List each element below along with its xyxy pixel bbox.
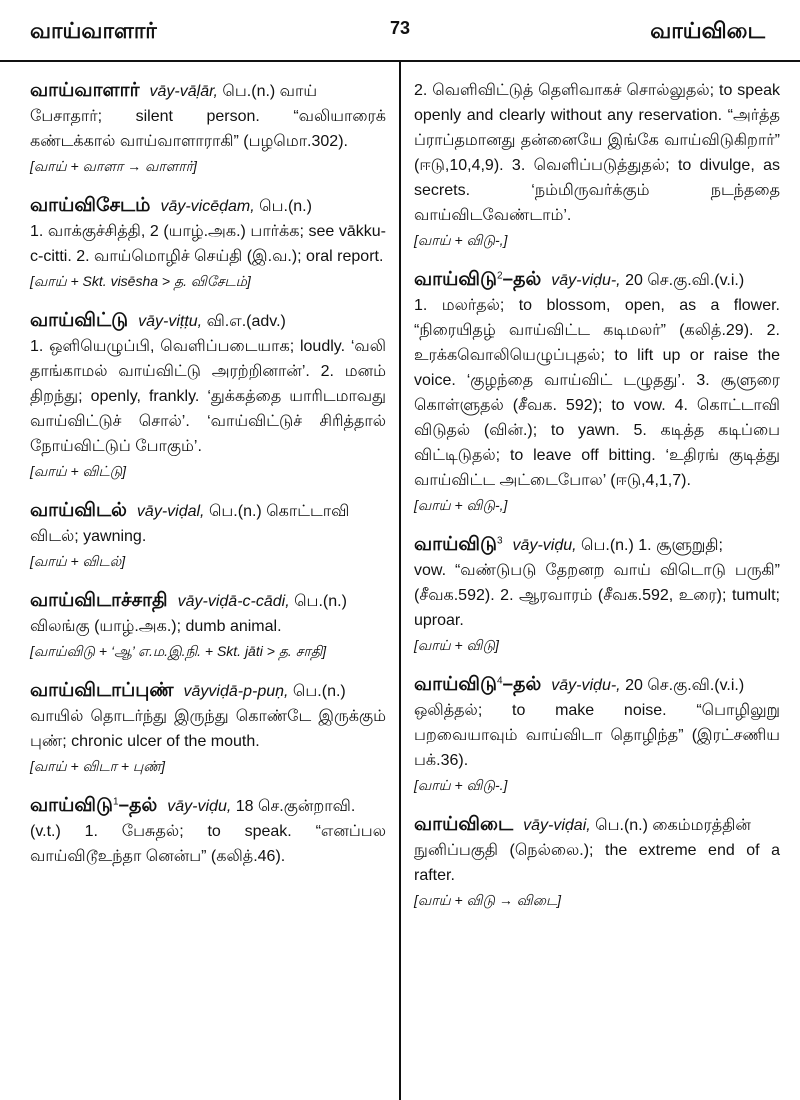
transliteration: vāy-viṭṭu, — [138, 313, 203, 330]
dictionary-entry-continued — [414, 78, 780, 253]
headword: வாய்விடல் — [30, 500, 127, 521]
headword: வாய்விடு — [414, 269, 497, 290]
etymology: [வாய் + விடு] — [414, 637, 499, 653]
header-first-word: வாய்வாளார் — [30, 18, 157, 43]
headword-suffix: –தல் — [502, 674, 542, 695]
headword: வாய்விசேடம் — [30, 195, 151, 216]
transliteration: vāy-viḍā-c-cādi, — [177, 593, 290, 610]
dictionary-entry — [30, 678, 386, 779]
etymology: [வாய் + வாளா → வாளார்] — [30, 158, 197, 174]
etymology: [வாய் + Skt. visēsha > த. விசேடம்] — [30, 273, 251, 289]
transliteration: vāy-viḍu-, — [551, 272, 621, 289]
header-last-word: வாய்விடை — [650, 18, 765, 43]
dictionary-entry — [414, 672, 780, 798]
homonym-number: 2 — [496, 270, 503, 282]
headword: வாய்விடு — [30, 795, 113, 816]
etymology: [வாய் + விட்டு] — [30, 463, 127, 479]
definition: (v.t.) 1. பேசுதல்; to speak. “எனப்பல வாய்விடூஉந்தா னென்ப” (கலித்.46). — [30, 823, 386, 865]
dictionary-entry — [30, 588, 386, 664]
dictionary-entry — [30, 308, 386, 484]
definition: ஒலித்தல்; to make noise. “பொழிலுறு பறவையாவும் வாய்விடா தொழிந்த” (இரட்சணிய பக்.36). — [414, 702, 780, 769]
transliteration: vāy-viḍal, — [136, 503, 205, 520]
etymology: [வாய்விடு + ‘ஆ’ எ.ம.இ.நி. + Skt. jāti > த. சாதி] — [30, 643, 327, 659]
definition: விலங்கு (யாழ்.அக.); dumb animal. — [30, 618, 282, 635]
dictionary-entry — [414, 812, 780, 913]
transliteration: vāy-viḍai, — [523, 817, 591, 834]
grammar-tag: பெ.(n.) வாய் — [217, 83, 318, 100]
right-column — [414, 78, 780, 927]
grammar-tag: பெ.(n.) கொட்டாவி — [204, 503, 350, 520]
headword: வாய்வாளார் — [30, 80, 140, 101]
definition: வாயில் தொடர்ந்து இருந்து கொண்டே இருக்கும் புண்; chronic ulcer of the mouth. — [30, 708, 386, 750]
definition: நுனிப்பகுதி (நெல்லை.); the extreme end of a rafter. — [414, 842, 780, 884]
page-header — [0, 0, 800, 62]
dictionary-entry — [414, 532, 780, 658]
grammar-tag: 20 செ.கு.வி.(v.i.) — [620, 272, 745, 289]
column-divider — [399, 60, 401, 1100]
headword-suffix: –தல் — [502, 269, 542, 290]
transliteration: vāy-viḍu-, — [551, 677, 621, 694]
etymology: [வாய் + விடா + புண்] — [30, 758, 166, 774]
grammar-tag: வி.எ.(adv.) — [202, 313, 286, 330]
transliteration: vāy-vāḷār, — [149, 83, 218, 100]
etymology: [வாய் + விடல்] — [30, 553, 126, 569]
etymology: [வாய் + விடு-,] — [414, 497, 508, 513]
definition: பேசாதார்; silent person. “வலியாரைக் கண்டக்கால் வாய்வாளாராகி” (பழமொ.302). — [30, 108, 386, 150]
definition: vow. “வண்டுபடு தேறனற வாய் விடொடு பருகி” (சீவக.592). 2. ஆரவாரம் (சீவக.592, உரை); tumult; uproar. — [414, 562, 780, 629]
etymology: [வாய் + விடு → விடை] — [414, 892, 561, 908]
headword: வாய்விடை — [414, 814, 514, 835]
headword: வாய்விட்டு — [30, 310, 129, 331]
grammar-tag: 20 செ.கு.வி.(v.i.) — [620, 677, 745, 694]
dictionary-entry — [30, 78, 386, 179]
definition-continued: 2. வெளிவிட்டுத் தெளிவாகச் சொல்லுதல்; to speak openly and clearly without any reservation. “அர்த்த ப்ராப்தமானது தன்னையே இங்கே வாய்விடுகிறார்” (ஈடு,10,4,9). 3. வெளிப்படுத்துதல்; to divulge, as secrets. ‘நம்மிருவர்க்கும் நடந்ததை வாய்விடவேண்டாம்’. — [414, 82, 780, 224]
transliteration: vāy-viḍu, — [167, 798, 232, 815]
grammar-tag: பெ.(n.) — [289, 593, 347, 610]
etymology: [வாய் + விடு-.] — [414, 777, 508, 793]
left-column — [30, 78, 386, 883]
grammar-tag: பெ.(n.) — [288, 683, 346, 700]
page-number: 73 — [389, 18, 411, 38]
homonym-number: 3 — [496, 535, 503, 547]
homonym-number: 4 — [496, 675, 503, 687]
definition: 1. வாக்குச்சித்தி, 2 (யாழ்.அக.) பார்க்க; see vākku-c-citti. 2. வாய்மொழிச் செய்தி (இ.வ.); oral report. — [30, 223, 386, 265]
headword-suffix: –தல் — [118, 795, 158, 816]
grammar-tag: பெ.(n.) கைம்மரத்தின் — [590, 817, 751, 834]
transliteration: vāyviḍā-p-puṇ, — [183, 683, 289, 700]
headword: வாய்விடு — [414, 674, 497, 695]
etymology: [வாய் + விடு-,] — [414, 232, 508, 248]
dictionary-entry — [30, 498, 386, 574]
headword: வாய்விடாச்சாதி — [30, 590, 168, 611]
transliteration: vāy-vicēḍam, — [160, 198, 255, 215]
dictionary-entry — [30, 793, 386, 869]
definition: 1. ஒளியெழுப்பி, வெளிப்படையாக; loudly. ‘வலி தாங்காமல் வாய்விட்டு அரற்றினான்’. 2. மனம் திறந்து; openly, frankly. ‘துக்கத்தை யாரிடமாவது வாய்விட்டுச் சொல்’. ‘வாய்விட்டுச் சிரித்தால் நோய்விட்டுப் போகும்’. — [30, 338, 386, 455]
homonym-number: 1 — [112, 796, 119, 808]
grammar-tag: பெ.(n.) 1. சூளுறுதி; — [576, 537, 723, 554]
headword: வாய்விடாப்புண் — [30, 680, 174, 701]
grammar-tag: 18 செ.குன்றாவி. — [231, 798, 356, 815]
transliteration: vāy-viḍu, — [512, 537, 577, 554]
dictionary-entry — [414, 267, 780, 518]
dictionary-entry — [30, 193, 386, 294]
definition: 1. மலர்தல்; to blossom, open, as a flower. “நிரையிதழ் வாய்விட்ட கடிமலர்” (கலித்.29). 2. உரக்கவொலியெழுப்புதல்; to lift up or raise the voice. ‘குழந்தை வாய்விட் டழுதது’. 3. சூளுரை கொள்ளுதல் (சீவக. 592); to vow. 4. கொட்டாவி விடுதல் (வின்.); to yawn. 5. கடித்த கடிப்பை விட்டிடுதல்; to leave off bitting. ‘உதிரங் குடித்து வாய்விட்ட அட்டைபோல’ (ஈடு,4,1,7). — [414, 297, 780, 489]
definition: விடல்; yawning. — [30, 528, 147, 545]
headword: வாய்விடு — [414, 534, 497, 555]
grammar-tag: பெ.(n.) — [254, 198, 312, 215]
